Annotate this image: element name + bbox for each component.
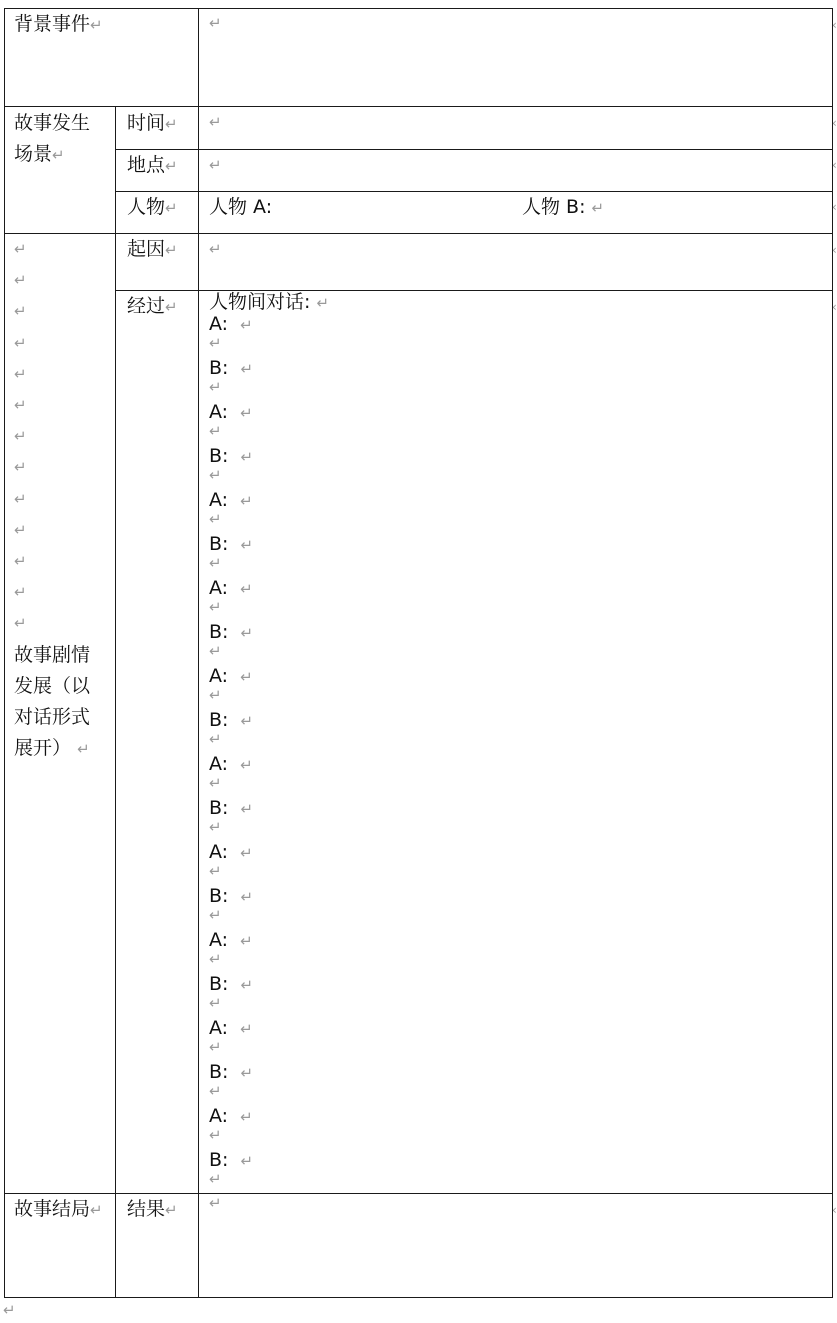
speaker-label: A: <box>209 401 229 423</box>
person-b-field[interactable]: 人物 B: ↵ <box>522 196 605 218</box>
paragraph-mark: ↵ <box>240 888 254 906</box>
dialogue-speaker-line[interactable] <box>209 929 253 952</box>
speaker-label: B: <box>209 1149 229 1171</box>
blank-paragraph-mark: ↵ <box>209 642 222 660</box>
development-label-line: 发展（以 <box>14 675 91 697</box>
table-row-divider <box>4 1193 833 1194</box>
row-end-marker: ‹ <box>832 116 837 130</box>
speaker-label: A: <box>209 929 229 951</box>
time-content[interactable]: ↵ <box>209 113 222 131</box>
table-row-divider <box>4 106 833 107</box>
cause-label: 起因↵ <box>127 238 178 260</box>
dialogue-speaker-line[interactable] <box>209 797 253 820</box>
paragraph-mark: ↵ <box>14 427 27 446</box>
blank-paragraph-mark: ↵ <box>209 554 222 572</box>
table-border-bottom <box>4 1297 833 1298</box>
dialogue-title: 人物间对话: ↵ <box>209 291 330 313</box>
table-col-divider <box>115 106 116 1298</box>
paragraph-mark: ↵ <box>14 520 27 539</box>
row-end-marker: ‹ <box>832 200 837 214</box>
paragraph-mark: ↵ <box>14 614 27 633</box>
dialogue-speaker-line[interactable] <box>209 665 253 688</box>
paragraph-mark: ↵ <box>14 458 27 477</box>
dialogue-speaker-line[interactable] <box>209 577 253 600</box>
speaker-label: B: <box>209 709 229 731</box>
blank-paragraph-mark: ↵ <box>209 1082 222 1100</box>
dialogue-speaker-line[interactable] <box>209 1149 253 1172</box>
speaker-label: A: <box>209 1017 229 1039</box>
paragraph-mark: ↵ <box>240 668 253 686</box>
blank-paragraph-mark: ↵ <box>209 686 222 704</box>
dialogue-speaker-line[interactable] <box>209 885 253 908</box>
paragraph-mark: ↵ <box>240 932 253 950</box>
blank-paragraph-mark: ↵ <box>209 818 222 836</box>
dialogue-speaker-line[interactable] <box>209 313 253 336</box>
paragraph-mark: ↵ <box>240 536 254 554</box>
dialogue-speaker-line[interactable] <box>209 533 253 556</box>
row-end-marker: ‹ <box>832 18 837 32</box>
person-a-field[interactable]: 人物 A: <box>209 196 273 218</box>
document-end-mark: ↵ <box>3 1301 16 1319</box>
row-end-marker: ‹ <box>832 300 837 314</box>
blank-paragraph-mark: ↵ <box>209 378 222 396</box>
time-label: 时间↵ <box>127 112 178 134</box>
blank-paragraph-mark: ↵ <box>209 1126 222 1144</box>
paragraph-mark: ↵ <box>240 1108 253 1126</box>
paragraph-mark: ↵ <box>240 1064 254 1082</box>
blank-paragraph-mark: ↵ <box>209 994 222 1012</box>
dialogue-speaker-line[interactable] <box>209 357 253 380</box>
blank-paragraph-mark: ↵ <box>209 862 222 880</box>
dialogue-speaker-line[interactable] <box>209 1105 253 1128</box>
blank-paragraph-mark: ↵ <box>209 598 222 616</box>
paragraph-mark: ↵ <box>14 364 27 383</box>
paragraph-mark: ↵ <box>240 1152 254 1170</box>
scene-label: 故事发生 <box>14 112 91 134</box>
scene-label-line2: 场景↵ <box>14 143 65 165</box>
place-label: 地点↵ <box>127 154 178 176</box>
dialogue-speaker-line[interactable] <box>209 753 253 776</box>
speaker-label: B: <box>209 1061 229 1083</box>
paragraph-mark: ↵ <box>14 333 27 352</box>
paragraph-mark: ↵ <box>240 624 254 642</box>
paragraph-mark: ↵ <box>240 404 253 422</box>
row-end-marker: ‹ <box>832 1203 837 1217</box>
speaker-label: A: <box>209 753 229 775</box>
speaker-label: B: <box>209 885 229 907</box>
paragraph-mark: ↵ <box>240 712 254 730</box>
row-end-marker: ‹ <box>832 243 837 257</box>
paragraph-mark: ↵ <box>240 976 254 994</box>
speaker-label: A: <box>209 489 229 511</box>
dialogue-speaker-line[interactable] <box>209 401 253 424</box>
paragraph-mark: ↵ <box>240 448 254 466</box>
blank-paragraph-mark: ↵ <box>209 1170 222 1188</box>
paragraph-mark: ↵ <box>14 302 27 321</box>
dialogue-speaker-line[interactable] <box>209 1061 253 1084</box>
cause-content[interactable]: ↵ <box>209 240 222 258</box>
blank-paragraph-mark: ↵ <box>209 334 222 352</box>
paragraph-mark: ↵ <box>240 580 253 598</box>
ending-label: 故事结局↵ <box>14 1198 103 1220</box>
paragraph-mark: ↵ <box>240 844 253 862</box>
blank-paragraph-mark: ↵ <box>209 422 222 440</box>
speaker-label: B: <box>209 973 229 995</box>
paragraph-mark: ↵ <box>14 583 27 602</box>
characters-label: 人物↵ <box>127 196 178 218</box>
speaker-label: A: <box>209 313 229 335</box>
process-label: 经过↵ <box>127 295 178 317</box>
table-row-divider <box>4 233 833 234</box>
speaker-label: A: <box>209 665 229 687</box>
speaker-label: A: <box>209 577 229 599</box>
speaker-label: B: <box>209 533 229 555</box>
development-label-line: 展开） ↵ <box>14 737 90 759</box>
speaker-label: A: <box>209 841 229 863</box>
blank-paragraph-mark: ↵ <box>209 1038 222 1056</box>
blank-paragraph-mark: ↵ <box>209 466 222 484</box>
place-content[interactable]: ↵ <box>209 156 222 174</box>
speaker-label: A: <box>209 1105 229 1127</box>
paragraph-mark: ↵ <box>14 240 27 258</box>
paragraph-mark: ↵ <box>240 360 254 378</box>
dialogue-speaker-line[interactable] <box>209 841 253 864</box>
speaker-label: B: <box>209 621 229 643</box>
paragraph-mark: ↵ <box>240 316 253 334</box>
table-row-divider <box>115 191 833 192</box>
speaker-label: B: <box>209 357 229 379</box>
dialogue-speaker-line[interactable] <box>209 621 253 644</box>
blank-paragraph-mark: ↵ <box>209 730 222 748</box>
paragraph-mark: ↵ <box>14 489 27 508</box>
blank-paragraph-mark: ↵ <box>209 774 222 792</box>
development-label-line: 故事剧情 <box>14 644 91 666</box>
dialogue-speaker-line[interactable] <box>209 1017 253 1040</box>
paragraph-mark: ↵ <box>240 492 253 510</box>
speaker-label: B: <box>209 445 229 467</box>
paragraph-mark: ↵ <box>14 271 27 290</box>
dialogue-speaker-line[interactable] <box>209 489 253 512</box>
blank-paragraph-mark: ↵ <box>209 906 222 924</box>
development-label-line: 对话形式 <box>14 706 91 728</box>
dialogue-speaker-line[interactable] <box>209 445 253 468</box>
blank-paragraph-mark: ↵ <box>209 510 222 528</box>
paragraph-mark: ↵ <box>240 1020 253 1038</box>
row-end-marker: ‹ <box>832 158 837 172</box>
background-event-label: 背景事件↵ <box>14 13 103 35</box>
table-border-top <box>4 8 833 9</box>
speaker-label: B: <box>209 797 229 819</box>
blank-paragraph-mark: ↵ <box>209 950 222 968</box>
paragraph-mark: ↵ <box>14 396 27 414</box>
paragraph-mark: ↵ <box>14 552 27 570</box>
dialogue-speaker-line[interactable] <box>209 973 253 996</box>
result-content[interactable]: ↵ <box>209 1194 222 1212</box>
result-label: 结果↵ <box>127 1198 178 1220</box>
table-border-left <box>4 8 5 1298</box>
table-row-divider <box>115 149 833 150</box>
background-event-content[interactable]: ↵ <box>209 14 222 32</box>
paragraph-mark: ↵ <box>240 800 254 818</box>
table-col-divider <box>198 8 199 1298</box>
paragraph-mark: ↵ <box>240 756 253 774</box>
dialogue-speaker-line[interactable] <box>209 709 253 732</box>
